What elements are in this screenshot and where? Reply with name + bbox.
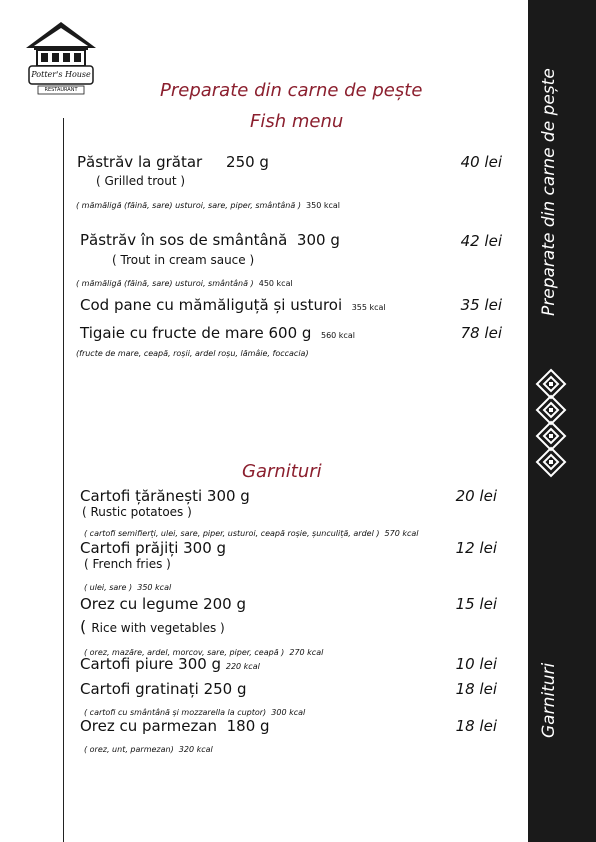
item-details-row <box>84 737 213 756</box>
item-details: ( orez, unt, parmezan) <box>84 745 174 754</box>
item-kcal: 570 kcal <box>384 529 419 538</box>
item-kcal: 300 kcal <box>271 708 306 717</box>
item-details-row <box>84 575 171 594</box>
item-name: Orez cu legume <box>80 595 199 613</box>
item-kcal: 450 kcal <box>258 279 293 288</box>
item-english: ( Rustic potatoes ) <box>82 505 192 519</box>
item-details-row <box>76 193 340 212</box>
item-name: Cartofi prăjiți 300 g <box>80 539 227 557</box>
item-details: ( mămăligă (făină, sare) usturoi, smântână ) <box>76 279 254 288</box>
item-name: Păstrăv în sos de smântână <box>80 231 288 249</box>
item-english: Rice with vegetables ) <box>91 621 225 635</box>
item-price: 18 lei <box>455 717 497 735</box>
menu-item <box>80 296 386 314</box>
ornament-icon <box>535 368 567 478</box>
item-name: Tigaie cu fructe de mare 600 g <box>80 324 312 342</box>
left-rule <box>63 118 64 842</box>
item-weight: 250 g <box>203 680 247 698</box>
item-name: Cod pane cu mămăliguță și usturoi <box>80 296 343 314</box>
item-kcal: 270 kcal <box>289 648 324 657</box>
item-name: Cartofi gratinați <box>80 680 199 698</box>
item-weight: 250 g <box>226 153 269 171</box>
menu-item <box>80 595 246 613</box>
sidebar-title-fish: Preparate din carne de pește <box>539 68 559 316</box>
item-price: 40 lei <box>460 153 502 171</box>
heading-fish-en: Fish menu <box>250 111 344 132</box>
item-weight: 180 g <box>226 717 270 735</box>
menu-item <box>77 153 269 171</box>
item-kcal: 560 kcal <box>320 331 355 340</box>
item-details: ( mămăligă (făină, sare) usturoi, sare, piper, smântână ) <box>76 201 301 210</box>
heading-garnish: Garnituri <box>242 461 322 482</box>
item-kcal: 355 kcal <box>351 303 386 312</box>
item-english-row <box>80 617 225 636</box>
item-kcal: 320 kcal <box>178 745 213 754</box>
item-kcal: 350 kcal <box>306 201 341 210</box>
sidebar-title-garnish: Garnituri <box>539 662 559 738</box>
item-price: 35 lei <box>460 296 502 314</box>
item-details: ( cartofi semifierți, ulei, sare, piper, usturoi, ceapă roșie, șunculiță, ardel ) <box>84 529 380 538</box>
menu-item <box>80 717 270 735</box>
item-price: 42 lei <box>460 232 502 250</box>
restaurant-logo <box>24 20 98 102</box>
item-price: 15 lei <box>455 595 497 613</box>
menu-item <box>80 324 355 342</box>
menu-item <box>80 655 260 673</box>
item-weight: 200 g <box>203 595 247 613</box>
item-name: Orez cu parmezan <box>80 717 218 735</box>
item-price: 20 lei <box>455 487 497 505</box>
item-details-row <box>84 521 419 540</box>
item-english: ( Grilled trout ) <box>96 174 186 188</box>
item-details: ( orez, mazăre, ardel, morcov, sare, piper, ceapă ) <box>84 648 285 657</box>
item-details: (fructe de mare, ceapă, roșii, ardel roșu, lămâie, foccacia) <box>76 349 309 358</box>
item-name: Cartofi țărănești 300 g <box>80 487 250 505</box>
heading-fish-ro: Preparate din carne de pește <box>160 80 423 101</box>
item-price: 78 lei <box>460 324 502 342</box>
item-price: 10 lei <box>455 655 497 673</box>
logo-line1: Potter's House <box>31 70 91 79</box>
item-english: ( Trout in cream sauce ) <box>112 253 255 267</box>
item-kcal: 220 kcal <box>225 662 260 671</box>
item-price: 18 lei <box>455 680 497 698</box>
item-name: Cartofi piure <box>80 655 174 673</box>
item-details-row <box>76 271 293 290</box>
item-details: ( cartofi cu smântână și mozzarella la cuptor) <box>84 708 267 717</box>
item-english: ( French fries ) <box>84 557 171 571</box>
item-weight: 300 g <box>296 231 340 249</box>
menu-item <box>80 231 340 249</box>
item-english-paren: ( <box>80 617 87 636</box>
menu-item <box>80 680 247 698</box>
item-kcal: 350 kcal <box>137 583 172 592</box>
item-price: 12 lei <box>455 539 497 557</box>
item-weight: 300 g <box>178 655 222 673</box>
item-name: Păstrăv la grătar <box>77 153 203 171</box>
item-details: ( ulei, sare ) <box>84 583 133 592</box>
logo-line2: RESTAURANT <box>44 87 78 93</box>
